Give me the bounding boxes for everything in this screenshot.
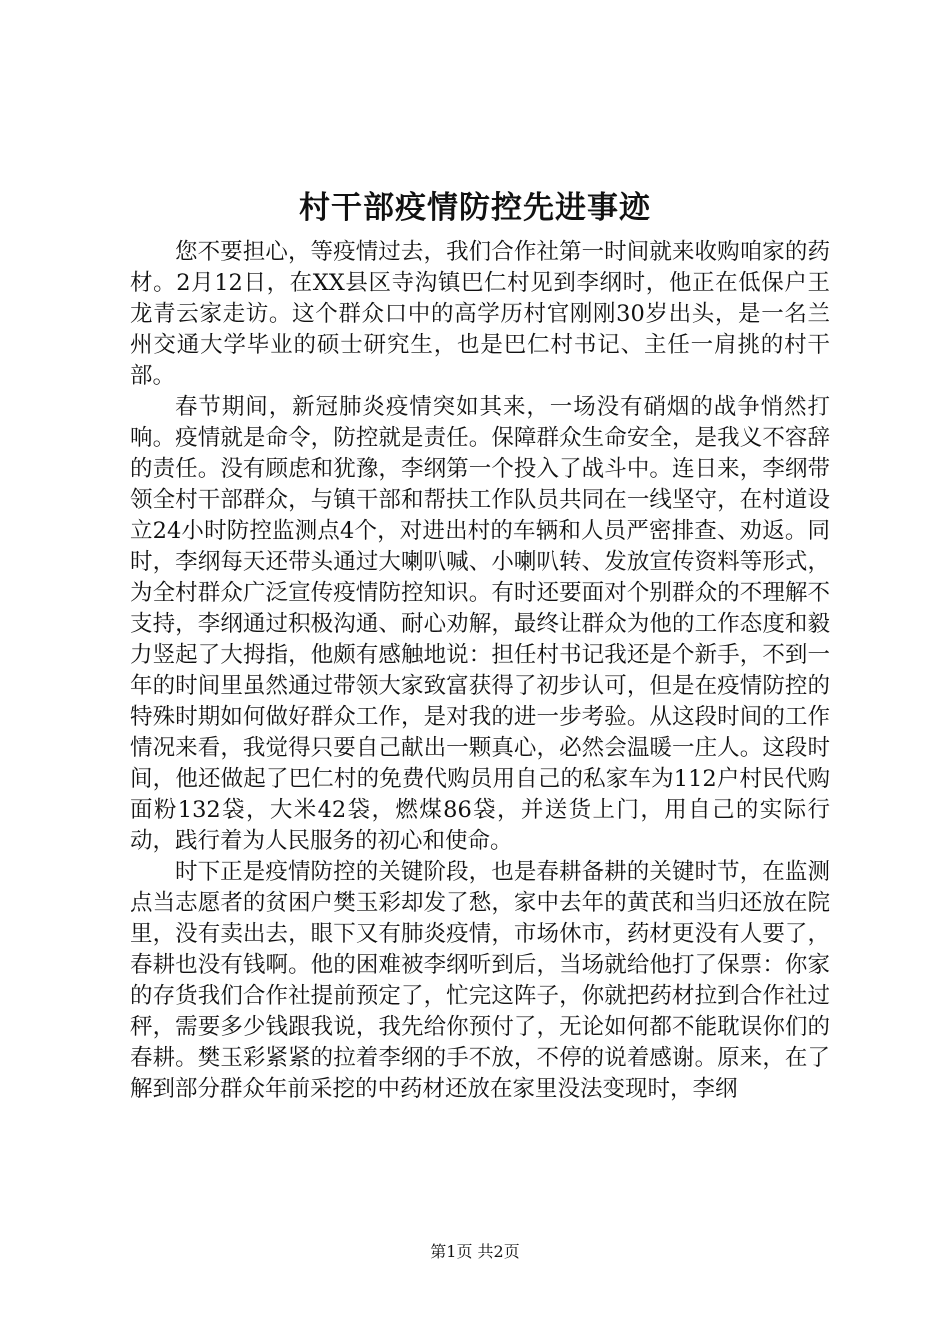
document-title: 村干部疫情防控先进事迹	[299, 190, 651, 226]
paragraph-3: 时下正是疫情防控的关键阶段，也是春耕备耕的关键时节，在监测点当志愿者的贫困户樊玉彩却发了愁，家中去年的黄芪和当归还放在院里，没有卖出去，眼下又有肺炎疫情，市场休市，药材更没有人要了，春耕也没有钱啊。他的困难被李纲听到后，当场就给他打了保票：你家的存货我们合作社提前预定了，忙完这阵子，你就把药材拉到合作社过秤，需要多少钱跟我说，我先给你预付了，无论如何都不能耽误你们的春耕。樊玉彩紧紧的拉着李纲的手不放，不停的说着感谢。原来，在了解到部分群众年前采挖的中药材还放在家里没法变现时，李纲	[130, 859, 830, 1102]
paragraph-2: 春节期间，新冠肺炎疫情突如其来，一场没有硝烟的战争悄然打响。疫情就是命令，防控就是责任。保障群众生命安全，是我义不容辞的责任。没有顾虑和犹豫，李纲第一个投入了战斗中。连日来，李纲带领全村干部群众，与镇干部和帮扶工作队员共同在一线坚守，在村道设立24小时防控监测点4个，对进出村的车辆和人员严密排查、劝返。同时，李纲每天还带头通过大喇叭喊、小喇叭转、发放宣传资料等形式，为全村群众广泛宣传疫情防控知识。有时还要面对个别群众的不理解不支持，李纲通过积极沟通、耐心劝解，最终让群众为他的工作态度和毅力竖起了大拇指，他颇有感触地说：担任村书记我还是个新手，不到一年的时间里虽然通过带领大家致富获得了初步认可，但是在疫情防控的特殊时期如何做好群众工作，是对我的进一步考验。从这段时间的工作情况来看，我觉得只要自己献出一颗真心，必然会温暖一庄人。这段时间，他还做起了巴仁村的免费代购员用自己的私家车为112户村民代购面粉132袋，大米42袋，燃煤86袋，并送货上门，用自己的实际行动，践行着为人民服务的初心和使命。	[130, 394, 830, 854]
page-footer: 第1页 共2页	[430, 1242, 520, 1261]
paragraph-1: 您不要担心，等疫情过去，我们合作社第一时间就来收购咱家的药材。2月12日，在XX县区寺沟镇巴仁村见到李纲时，他正在低保户王龙青云家走访。这个群众口中的高学历村官刚刚30岁出头，是一名兰州交通大学毕业的硕士研究生，也是巴仁村书记、主任一肩挑的村干部。	[130, 239, 830, 389]
document-body	[130, 237, 830, 1105]
